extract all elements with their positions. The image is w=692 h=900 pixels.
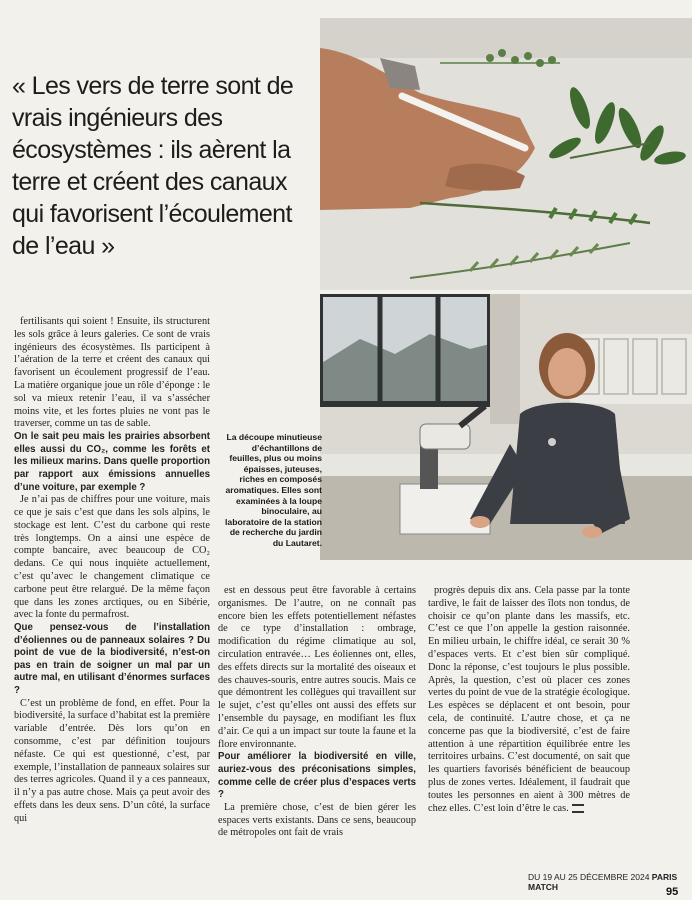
paragraph: est en dessous peut être favorable à certains organismes. De l’autre, on ne connaît pas encore bien les effets potentiellement néfastes de ce type d’installation : ombrage, modification du régime climatique au sol, circulation entravée… Les éoliennes ont, elles, des effets directs sur la mortalité des oiseaux et des chauves-souris, entre autres soucis. Mais ce que démontrent les collègues qui travaillent sur le sujet, c’est qu’elles ont aussi des effets sur l’ensemble du paysage, en modifiant les flux d’air. Ce qui a un impact sur toute la faune et la flore environnante. [218, 585, 416, 750]
issue-date: DU 19 AU 25 DÉCEMBRE 2024 [528, 872, 650, 882]
article-column-2 [218, 585, 416, 840]
plant-specimens-photo [320, 18, 692, 290]
paragraph: fertilisants qui soient ! Ensuite, ils structurent les sols grâce à leurs galeries. Ce sont de vrais ingénieurs des écosystèmes. Ils participent à l’aération de la terre et créent des canaux qui favorisent un écoulement progressif de l’eau. La matière organique joue un rôle d’éponge : le sol va mieux retenir l’eau, il va s’assécher moins vite, et les fortes pluies ne vont pas le traverser, comme un tas de sable. [14, 316, 210, 430]
paragraph [428, 585, 630, 815]
end-of-article-mark [572, 804, 584, 813]
interview-question: Que pensez-vous de l’installation d’éoliennes ou de panneaux solaires ? Du point de vue de la biodiversité, n’est-on pas en train de soigner un mal par un autre mal, en utilisant d’énormes surfaces ? [14, 622, 210, 697]
page-number: 95 [666, 886, 679, 898]
photo-caption: La découpe minutieuse d’échantillons de feuilles, plus ou moins épaisses, juteuses, riches en composés aromatiques. Elles sont examinées à la loupe binoculaire, au laboratoire de la station de recherche du jardin du Lautaret. [225, 432, 322, 548]
article-column-3 [428, 585, 630, 815]
laboratory-researcher-photo [320, 294, 692, 560]
paragraph: Je n’ai pas de chiffres pour une voiture, mais ce que je sais c’est que dans les sols alpins, le stockage est lent. C’est du carbone qui reste très longtemps. On a ainsi une espèce de compte bancaire, avec beaucoup de CO₂ dedans. Ce qui nous inquiète actuellement, c’est qu’avec le changement climatique ce carbone peut être relargué. De la même façon que dans les zones arctiques, ou en Sibérie, avec la fonte du permafrost. [14, 494, 210, 621]
article-column-1 [14, 316, 210, 826]
interview-question: On le sait peu mais les prairies absorbent elles aussi du CO₂, comme les forêts et les milieux marins. Dans quelle proportion par rapport aux émissions annuelles d’une voiture, par exemple ? [14, 431, 210, 493]
interview-question: Pour améliorer la biodiversité en ville, auriez-vous des préconisations simples, comme celle de créer plus d’espaces verts ? [218, 751, 416, 801]
pull-quote: « Les vers de terre sont de vrais ingénieurs des écosystèmes : ils aèrent la terre et créent des canaux qui favorisent l’écoulement de l’eau » [12, 72, 294, 260]
paragraph-text: progrès depuis dix ans. Cela passe par la tonte tardive, le fait de laisser des îlots non tondus, de choisir ce qu’on plante dans les massifs, etc. C’est ce que l’on appelle la gestion raisonnée. En milieu urbain, le chiffre idéal, ce serait 30 % d’espaces verts. Et c’est bien sûr compliqué. Donc la réponse, c’est toujours le plus possible. Après, la question, c’est où placer ces zones vertes du point de vue de la stratégie écologique. Les espèces se déplacent et ont besoin, pour cela, de continuité. L’autre chose, et ça ne concerne pas que la biodiversité, c’est de faire attention à une répartition équilibrée entre les territoires urbains. C’est documenté, on sait que les quartiers favorisés bénéficient de beaucoup plus de zones vertes. Idéalement, il faudrait que toutes les personnes en aient à 300 mètres de chez elles. C’est loin d’être le cas. [428, 585, 630, 814]
magazine-name: PARIS MATCH [528, 872, 678, 892]
paragraph: La première chose, c’est de bien gérer les espaces verts existants. Dans ce sens, beaucoup de métropoles ont fait de vrais [218, 801, 416, 839]
paragraph: C’est un problème de fond, en effet. Pour la biodiversité, la surface d’habitat est la première variable d’entrée. Dès lors qu’on en consomme, c’est par définition toujours néfaste. Ce qui est questionné, c’est, par exemple, l’installation de panneaux solaires sur des terres agricoles. Quand il y a ces panneaux, il n’y a pas autre chose. Mais ça peut avoir des effets dans les deux sens. D’un côté, la surface qui [14, 697, 210, 824]
